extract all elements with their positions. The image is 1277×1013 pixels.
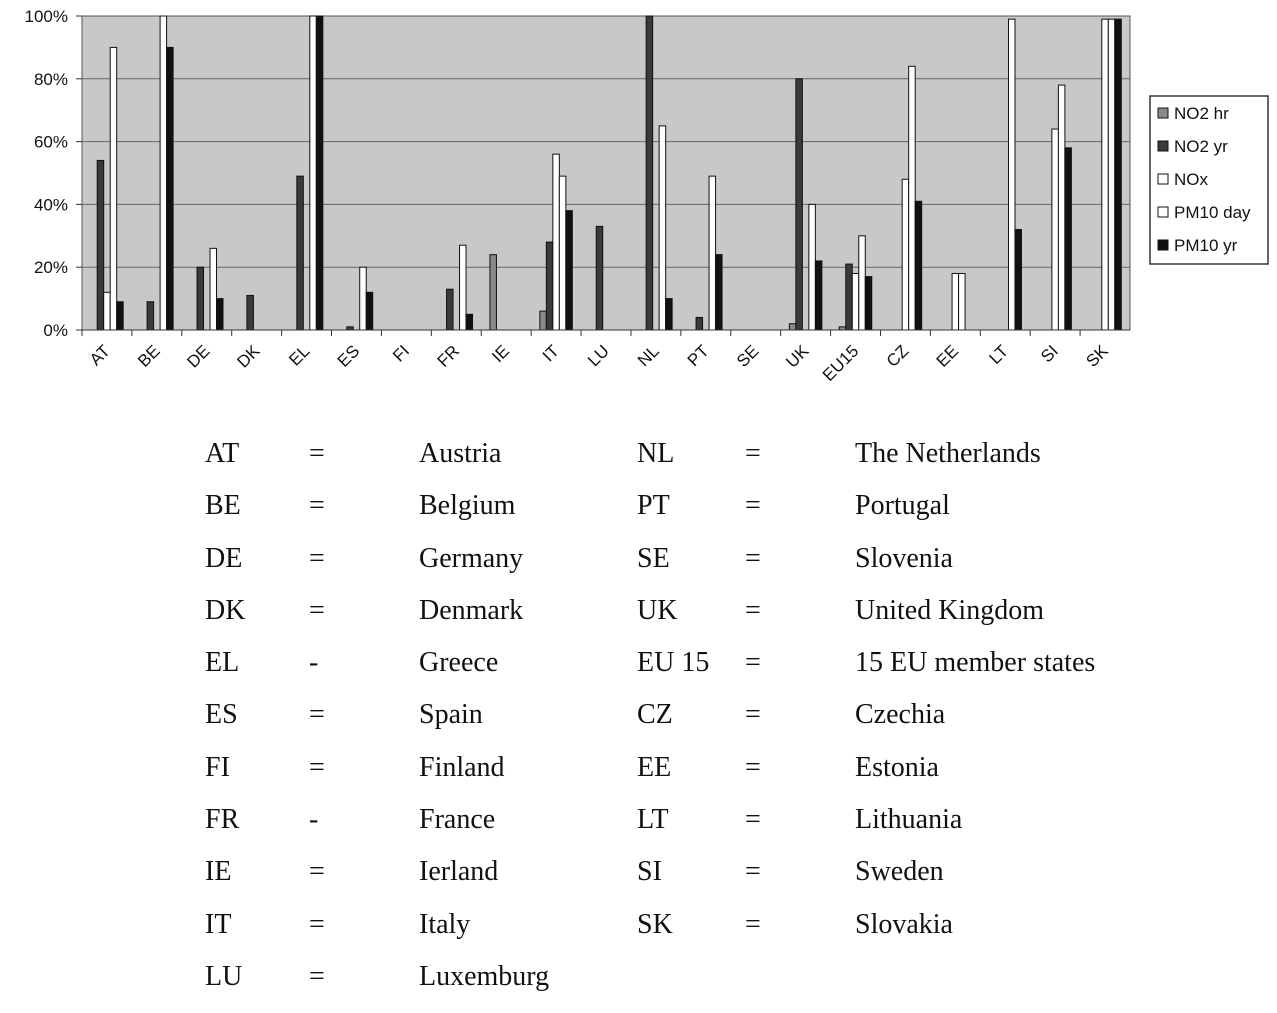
key-code: BE [205, 490, 241, 522]
bar-cz-pm10-yr [915, 201, 922, 330]
y-tick-label: 60% [33, 132, 68, 152]
key-country-name: Austria [419, 438, 502, 469]
bar-ie-no2-hr [490, 255, 497, 330]
legend-swatch [1158, 207, 1168, 217]
key-country-name: Sweden [855, 856, 944, 888]
key-code: EE [637, 751, 672, 783]
key-code: DE [205, 542, 243, 574]
plot-area [82, 16, 1130, 330]
key-separator: = [745, 594, 761, 626]
chart-legend [1150, 96, 1268, 264]
key-separator: = [745, 804, 761, 836]
bar-eu15-nox [852, 273, 859, 330]
key-separator: = [309, 542, 325, 574]
legend-label: PM10 yr [1174, 236, 1238, 255]
bar-nl-no2-yr [646, 16, 653, 330]
y-tick-label: 100% [24, 7, 68, 26]
key-separator: = [745, 856, 761, 888]
key-separator: = [745, 699, 761, 731]
key-country-name: Lithuania [855, 804, 963, 836]
x-tick-label: AT [85, 341, 114, 370]
key-country-name: 15 EU member states [855, 647, 1096, 679]
key-separator: = [309, 699, 325, 731]
bar-de-no2-yr [197, 267, 204, 330]
key-country-name: Ierland [419, 856, 499, 888]
key-country-name: The Netherlands [855, 438, 1041, 469]
x-tick-label: PT [683, 341, 713, 371]
x-tick-label: EE [932, 341, 963, 371]
key-country-name: Germany [419, 542, 524, 574]
x-tick-label: DK [233, 341, 264, 372]
bar-it-no2-hr [540, 311, 547, 330]
key-code: FI [205, 751, 230, 783]
key-country-name: Slovenia [855, 542, 953, 574]
key-country-name: Greece [419, 647, 499, 679]
key-country-name: Czechia [855, 699, 946, 731]
bar-es-pm10-yr [366, 292, 373, 330]
key-code: CZ [637, 699, 673, 731]
x-tick-label: EL [285, 341, 314, 370]
legend-swatch [1158, 108, 1168, 118]
bar-it-pm10-day [559, 176, 566, 330]
x-tick-label: ES [333, 341, 364, 371]
legend-swatch [1158, 141, 1168, 151]
y-tick-label: 40% [33, 195, 68, 215]
bar-cz-nox [902, 179, 909, 330]
key-separator: - [309, 647, 319, 679]
legend-swatch [1158, 240, 1168, 250]
key-separator: = [309, 594, 325, 626]
bar-pt-pm10-day [709, 176, 716, 330]
legend-label: PM10 day [1174, 203, 1251, 222]
bar-ee-pm10-day [959, 273, 966, 330]
key-code: ES [205, 699, 238, 731]
bar-cz-pm10-day [909, 66, 916, 330]
x-tick-label: SK [1082, 341, 1112, 371]
key-separator: = [309, 856, 325, 888]
legend-label: NO2 hr [1174, 104, 1229, 123]
x-tick-label: FR [433, 341, 464, 371]
bar-at-no2-yr [97, 160, 104, 330]
bar-fr-pm10-day [460, 245, 467, 330]
key-country-name: Belgium [419, 490, 516, 522]
key-separator: = [745, 751, 761, 783]
x-tick-label: UK [782, 341, 813, 372]
key-separator: = [745, 647, 761, 679]
bar-pt-pm10-yr [716, 255, 723, 330]
key-code: LU [205, 960, 243, 992]
y-tick-label: 0% [43, 321, 68, 340]
bar-it-no2-yr [546, 242, 553, 330]
pollutant-exceedance-chart [0, 0, 1277, 420]
y-tick-label: 20% [33, 258, 68, 278]
bar-it-nox [553, 154, 560, 330]
key-separator: = [309, 438, 325, 469]
key-code: LT [637, 804, 669, 836]
bar-eu15-no2-yr [846, 264, 853, 330]
key-code: UK [637, 594, 678, 626]
key-country-name: Italy [419, 908, 471, 940]
x-tick-label: SI [1037, 341, 1062, 367]
key-country-name: Denmark [419, 594, 524, 626]
key-code: DK [205, 594, 246, 626]
x-tick-label: LT [985, 341, 1013, 368]
key-country-name: Portugal [855, 490, 950, 522]
bar-sk-pm10-day [1108, 19, 1115, 330]
key-code: FR [205, 804, 240, 836]
key-code: EL [205, 647, 240, 679]
bar-uk-no2-yr [796, 79, 803, 330]
bar-at-pm10-yr [117, 302, 124, 330]
key-separator: = [745, 438, 761, 469]
key-code: SE [637, 542, 670, 574]
bar-fr-pm10-yr [466, 314, 473, 330]
bar-sk-pm10-yr [1115, 19, 1122, 330]
key-code: EU 15 [637, 647, 710, 679]
bar-be-pm10-day [160, 16, 167, 330]
bar-eu15-pm10-yr [865, 277, 872, 330]
key-country-name: Finland [419, 751, 505, 783]
key-country-name: Slovakia [855, 908, 953, 940]
key-code: NL [637, 438, 675, 469]
bar-lu-no2-yr [596, 226, 603, 330]
x-tick-label: DE [183, 341, 214, 372]
key-code: AT [205, 438, 240, 469]
bar-uk-pm10-yr [815, 261, 822, 330]
key-separator: = [745, 542, 761, 574]
key-separator: = [309, 960, 325, 992]
bar-lt-pm10-day [1008, 19, 1015, 330]
key-code: IE [205, 856, 232, 888]
bar-de-pm10-day [210, 248, 217, 330]
x-tick-label: IT [538, 341, 563, 366]
key-separator: = [745, 490, 761, 522]
key-country-name: Estonia [855, 751, 939, 783]
key-code: IT [205, 908, 232, 940]
bar-el-pm10-yr [316, 16, 323, 330]
bar-es-pm10-day [360, 267, 367, 330]
y-tick-label: 80% [33, 69, 68, 89]
legend-label: NOx [1174, 170, 1208, 189]
key-separator: = [309, 490, 325, 522]
key-country-name: Luxemburg [419, 960, 550, 992]
key-code: PT [637, 490, 670, 522]
bar-at-pm10-day [110, 47, 117, 330]
key-country-name: Spain [419, 699, 483, 731]
x-tick-label: IE [488, 341, 514, 367]
key-separator: = [309, 751, 325, 783]
bar-pt-no2-yr [696, 317, 703, 330]
x-tick-label: NL [633, 341, 663, 371]
key-separator: - [309, 804, 319, 836]
bar-be-no2-yr [147, 302, 154, 330]
x-tick-label: SE [733, 341, 763, 371]
key-country-name: France [419, 804, 496, 836]
bar-nl-pm10-day [659, 126, 666, 330]
key-separator: = [309, 908, 325, 940]
bar-uk-no2-hr [789, 324, 796, 330]
bar-el-pm10-day [310, 16, 317, 330]
x-tick-label: CZ [882, 341, 913, 371]
bar-fr-no2-yr [447, 289, 454, 330]
bar-uk-pm10-day [809, 204, 816, 330]
bar-ee-nox [952, 273, 959, 330]
bar-el-no2-yr [297, 176, 304, 330]
legend-swatch [1158, 174, 1168, 184]
x-tick-label: FI [389, 341, 414, 366]
bar-be-pm10-yr [167, 47, 174, 330]
bar-si-pm10-day [1058, 85, 1065, 330]
bar-sk-nox [1102, 19, 1109, 330]
key-country-name: United Kingdom [855, 594, 1044, 626]
key-separator: = [745, 908, 761, 940]
bar-de-pm10-yr [217, 299, 224, 330]
bar-lt-pm10-yr [1015, 230, 1022, 330]
bar-it-pm10-yr [566, 211, 573, 330]
bar-si-nox [1052, 129, 1059, 330]
bar-at-nox [104, 292, 111, 330]
x-tick-label: EU15 [818, 341, 863, 385]
bar-eu15-pm10-day [859, 236, 866, 330]
bar-si-pm10-yr [1065, 148, 1072, 330]
x-tick-label: BE [134, 341, 164, 371]
key-code: SI [637, 856, 662, 888]
bar-nl-pm10-yr [666, 299, 673, 330]
legend-label: NO2 yr [1174, 137, 1228, 156]
key-code: SK [637, 908, 673, 940]
x-tick-label: LU [584, 341, 613, 371]
bar-dk-no2-yr [247, 295, 254, 330]
